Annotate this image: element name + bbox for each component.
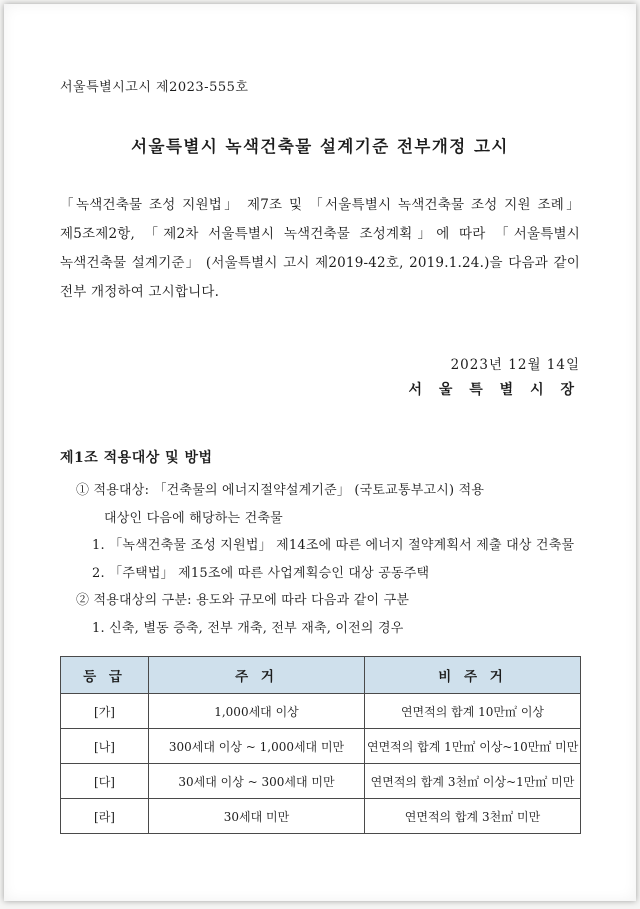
section-line: 1. 「녹색건축물 조성 지원법」 제14조에 따른 에너지 절약계획서 제출 대상 건축물	[92, 538, 575, 553]
section-line: 2. 「주택법」 제15조에 따른 사업계획승인 대상 공동주택	[92, 565, 430, 581]
section-line: 대상인 다음에 해당하는 건축물	[104, 510, 283, 526]
signer-name: 서 울 특 별 시 장	[408, 382, 580, 398]
section-line: 1. 신축, 별동 증축, 전부 개축, 전부 재축, 이전의 경우	[92, 620, 404, 636]
table-row	[61, 799, 581, 834]
body-paragraph: 「녹색건축물 조성 지원법」 제7조 및 「서울특별시 녹색건축물 조성 지원 조례」 제5조제2항, 「제2차 서울특별시 녹색건축물 조성계획」에 따라 「서울특별시 녹색건축물 설계기준」 (서울특별시 고시 제2019-42호, 2019.1.24.)을 다음과 같이 전부 개정하여 고시합니다.	[60, 197, 580, 300]
cell-residential: 1,000세대 이상	[149, 694, 365, 729]
section-line: ① 적용대상: 「건축물의 에너지절약설계기준」 (국토교통부고시) 적용	[76, 483, 485, 498]
cell-grade: [라]	[61, 799, 149, 834]
cell-residential: 30세대 미만	[149, 799, 365, 834]
cell-nonresidential: 연면적의 합계 3천㎡ 미만	[365, 799, 581, 834]
cell-residential: 300세대 이상 ~ 1,000세대 미만	[149, 729, 365, 764]
cell-grade: [나]	[61, 729, 149, 764]
cell-residential: 30세대 이상 ~ 300세대 미만	[149, 764, 365, 799]
cell-nonresidential: 연면적의 합계 10만㎡ 이상	[365, 694, 581, 729]
notice-date: 2023년 12월 14일	[450, 357, 580, 373]
section-heading: 제1조 적용대상 및 방법	[60, 450, 213, 466]
section-line: ② 적용대상의 구분: 용도와 규모에 따라 다음과 같이 구분	[76, 593, 410, 608]
column-header-residential: 주 거	[149, 657, 365, 694]
document-title: 서울특별시 녹색건축물 설계기준 전부개정 고시	[131, 137, 509, 156]
classification-table	[60, 656, 581, 834]
column-header-nonresidential: 비 주 거	[365, 657, 581, 694]
cell-nonresidential: 연면적의 합계 3천㎡ 이상~1만㎡ 미만	[365, 764, 581, 799]
table-header-row	[61, 657, 581, 694]
column-header-grade: 등 급	[61, 657, 149, 694]
table-row	[61, 764, 581, 799]
cell-grade: [다]	[61, 764, 149, 799]
notice-number: 서울특별시고시 제2023-555호	[60, 80, 249, 95]
table-row	[61, 694, 581, 729]
section-body	[60, 477, 580, 642]
document-page	[4, 4, 636, 901]
cell-grade: [가]	[61, 694, 149, 729]
table-row	[61, 729, 581, 764]
cell-nonresidential: 연면적의 합계 1만㎡ 이상~10만㎡ 미만	[365, 729, 581, 764]
